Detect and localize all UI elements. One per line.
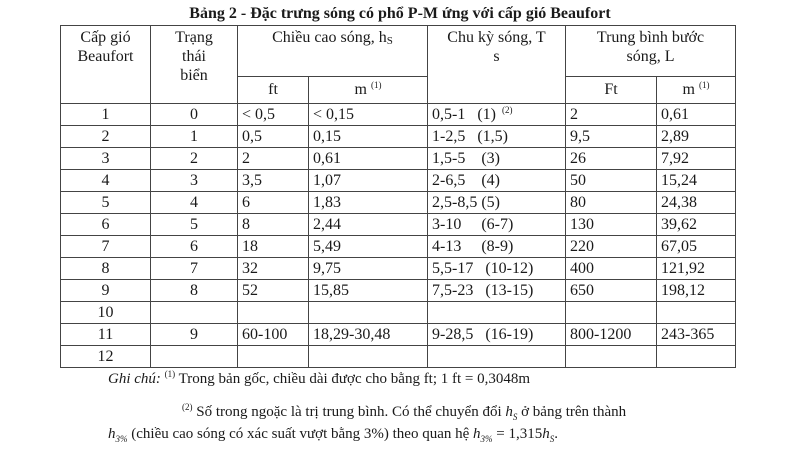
cell-height-m: [309, 126, 428, 148]
cell-height-ft-value: 60-100: [242, 325, 288, 343]
cell-length-ft-value: 220: [570, 237, 594, 255]
cell-length-ft: [566, 192, 657, 214]
cell-beaufort: [61, 236, 151, 258]
cell-length-ft: [566, 170, 657, 192]
cell-beaufort: [61, 258, 151, 280]
cell-period-value: 5,5-17 (10-12): [432, 259, 534, 277]
header-sea-state: [151, 26, 238, 104]
note-3-eq-hs: h: [542, 426, 550, 442]
header-wave-height-sub: S: [386, 35, 393, 47]
note-label: Ghi chú: [108, 371, 156, 387]
cell-beaufort-value: 7: [101, 237, 110, 255]
cell-length-ft-value: 80: [570, 193, 586, 211]
cell-beaufort: [61, 104, 151, 126]
note-2-mark: (2): [182, 402, 193, 412]
cell-sea-state: [151, 192, 238, 214]
table-row: [61, 324, 736, 346]
cell-length-m-value: 198,12: [661, 281, 705, 299]
header-wavelength-line1: Trung bình bước: [596, 29, 705, 46]
cell-length-ft: [566, 214, 657, 236]
header-wavelength: [566, 26, 736, 77]
cell-length-m: [657, 258, 736, 280]
header-beaufort: [61, 26, 151, 104]
cell-height-m: [309, 148, 428, 170]
cell-sea-state-value: 2: [190, 149, 198, 167]
cell-height-m-value: 18,29-30,48: [313, 325, 391, 343]
cell-sea-state: [151, 104, 238, 126]
cell-length-ft: [566, 346, 657, 368]
cell-beaufort-value: 10: [97, 303, 114, 321]
cell-period-value: 2,5-8,5 (5): [432, 193, 500, 211]
cell-sea-state: [151, 258, 238, 280]
cell-height-ft: [238, 346, 309, 368]
cell-period: [428, 324, 566, 346]
cell-height-m: [309, 280, 428, 302]
table-row: [61, 126, 736, 148]
cell-period: [428, 192, 566, 214]
note-2-text-a: Số trong ngoặc là trị trung bình. Có thể chuyển đổi: [192, 404, 506, 420]
cell-sea-state-value: 0: [190, 105, 198, 123]
cell-period-value: 2-6,5 (4): [432, 171, 500, 189]
table-row: [61, 280, 736, 302]
header-height-ft: ft: [238, 77, 309, 104]
cell-length-m-value: 2,89: [661, 127, 689, 145]
cell-height-m-value: 9,75: [313, 259, 341, 277]
header-sea-state-line1: Trạng: [175, 29, 213, 46]
cell-period-value: 4-13 (8-9): [432, 237, 514, 255]
cell-length-m: [657, 236, 736, 258]
table-row: [61, 170, 736, 192]
header-height-m-label: m: [354, 81, 367, 98]
cell-length-ft: [566, 148, 657, 170]
cell-sea-state: [151, 280, 238, 302]
cell-length-m: [657, 324, 736, 346]
cell-length-m: [657, 126, 736, 148]
cell-sea-state-value: 3: [190, 171, 198, 189]
cell-sea-state-value: 1: [190, 127, 198, 145]
cell-beaufort-value: 11: [97, 325, 114, 343]
table-row: [61, 258, 736, 280]
cell-length-m-value: 121,92: [661, 259, 705, 277]
cell-height-ft-value: 6: [242, 193, 250, 211]
cell-length-m-value: 243-365: [661, 325, 715, 343]
cell-beaufort: [61, 126, 151, 148]
cell-length-m: [657, 104, 736, 126]
cell-sea-state-value: 7: [190, 259, 198, 277]
note-2-hs-sub: S: [512, 412, 518, 422]
wave-characteristics-table: [60, 25, 736, 368]
cell-length-ft-value: 130: [570, 215, 594, 233]
cell-length-ft-value: 50: [570, 171, 586, 189]
cell-sea-state: [151, 236, 238, 258]
cell-period-value: 1-2,5 (1,5): [432, 127, 508, 145]
note-1-mark: (1): [164, 369, 176, 379]
cell-height-m: [309, 324, 428, 346]
cell-period: [428, 104, 566, 126]
cell-beaufort-value: 8: [101, 259, 110, 277]
cell-beaufort-value: 12: [97, 347, 114, 365]
table-row: [61, 302, 736, 324]
note-3-eq-sub: 3%: [480, 434, 493, 444]
header-wave-period-line2: s: [493, 48, 500, 65]
note-3-end: .: [554, 426, 559, 442]
cell-height-m: [309, 192, 428, 214]
cell-beaufort-value: 1: [101, 105, 110, 123]
cell-length-ft-value: 400: [570, 259, 594, 277]
cell-height-ft: [238, 214, 309, 236]
cell-length-ft: [566, 104, 657, 126]
cell-height-m-value: 1,83: [313, 193, 341, 211]
table-title: Bảng 2 - Đặc trưng sóng có phổ P-M ứng với cấp gió Beaufort: [189, 5, 611, 22]
header-sea-state-line3: biển: [180, 67, 208, 84]
cell-height-ft: [238, 192, 309, 214]
header-wavelength-line2: sóng, L: [626, 48, 675, 65]
cell-height-ft-value: 8: [242, 215, 250, 233]
cell-sea-state: [151, 324, 238, 346]
footnote-ref-1: (1): [698, 80, 710, 90]
note-3-eq-h: h: [473, 426, 481, 442]
cell-sea-state: [151, 302, 238, 324]
cell-beaufort-value: 3: [101, 149, 110, 167]
cell-height-ft: [238, 258, 309, 280]
table-row: [61, 214, 736, 236]
cell-length-m-value: 7,92: [661, 149, 689, 167]
cell-period: [428, 258, 566, 280]
cell-length-m: [657, 170, 736, 192]
cell-period: [428, 126, 566, 148]
cell-length-m-value: 67,05: [661, 237, 697, 255]
cell-beaufort: [61, 192, 151, 214]
cell-sea-state-value: 9: [190, 325, 198, 343]
cell-height-ft-value: 2: [242, 149, 250, 167]
table-row: [61, 192, 736, 214]
cell-height-ft: [238, 324, 309, 346]
cell-length-ft-value: 800-1200: [570, 325, 632, 343]
header-length-ft: Ft: [566, 77, 657, 104]
cell-height-m: [309, 104, 428, 126]
table-row: [61, 104, 736, 126]
header-wave-height-label: Chiều cao sóng, h: [272, 29, 387, 46]
cell-height-m: [309, 170, 428, 192]
cell-period: [428, 302, 566, 324]
cell-length-ft-value: 650: [570, 281, 594, 299]
cell-period-value: 1,5-5 (3): [432, 149, 500, 167]
header-sea-state-line2: thái: [182, 48, 206, 65]
cell-length-ft-value: 9,5: [570, 127, 590, 145]
cell-length-m: [657, 346, 736, 368]
table-row: [61, 236, 736, 258]
table-row: [61, 148, 736, 170]
note-3: [108, 425, 558, 448]
cell-height-m: [309, 346, 428, 368]
cell-sea-state-value: 4: [190, 193, 198, 211]
cell-height-m: [309, 214, 428, 236]
cell-height-m-value: 0,61: [313, 149, 341, 167]
cell-height-ft: [238, 126, 309, 148]
cell-height-ft-value: < 0,5: [242, 105, 276, 123]
cell-beaufort: [61, 280, 151, 302]
cell-length-ft: [566, 324, 657, 346]
cell-length-m: [657, 280, 736, 302]
cell-period-value: 7,5-23 (13-15): [432, 281, 534, 299]
cell-length-ft: [566, 258, 657, 280]
cell-beaufort-value: 6: [101, 215, 110, 233]
cell-beaufort-value: 2: [101, 127, 110, 145]
cell-period-value: 0,5-1 (1): [432, 105, 496, 123]
cell-period: [428, 280, 566, 302]
cell-period: [428, 236, 566, 258]
cell-sea-state: [151, 148, 238, 170]
cell-length-ft: [566, 236, 657, 258]
cell-height-m-value: 15,85: [313, 281, 349, 299]
cell-length-m: [657, 214, 736, 236]
cell-height-m-value: 1,07: [313, 171, 341, 189]
cell-length-m: [657, 302, 736, 324]
note-3-h: h: [108, 426, 116, 442]
cell-sea-state: [151, 346, 238, 368]
note-3-eq-rhs: = 1,315: [492, 426, 543, 442]
cell-height-ft: [238, 148, 309, 170]
header-beaufort-line1: Cấp gió: [80, 29, 131, 46]
cell-period: [428, 214, 566, 236]
cell-beaufort-value: 5: [101, 193, 110, 211]
note-1-text: Trong bản gốc, chiều dài được cho bằng ft; 1 ft = 0,3048m: [175, 371, 531, 387]
cell-sea-state: [151, 170, 238, 192]
cell-beaufort-value: 9: [101, 281, 110, 299]
cell-length-m-value: 0,61: [661, 105, 689, 123]
cell-height-m: [309, 302, 428, 324]
cell-period: [428, 148, 566, 170]
header-height-m: [309, 77, 428, 104]
header-length-m: [657, 77, 736, 104]
cell-length-m: [657, 148, 736, 170]
header-wave-height: [238, 26, 428, 77]
cell-height-ft: [238, 302, 309, 324]
cell-height-ft: [238, 170, 309, 192]
table-row: [61, 346, 736, 368]
cell-length-ft-value: 2: [570, 105, 578, 123]
cell-period: [428, 170, 566, 192]
note-2-text-b: ở bảng trên thành: [517, 404, 627, 420]
cell-length-ft: [566, 302, 657, 324]
cell-sea-state-value: 6: [190, 237, 198, 255]
cell-beaufort-value: 4: [101, 171, 110, 189]
cell-height-ft-value: 3,5: [242, 171, 262, 189]
cell-beaufort: [61, 170, 151, 192]
header-wave-period: [428, 26, 566, 104]
cell-period-value: 9-28,5 (16-19): [432, 325, 534, 343]
cell-period-value: 3-10 (6-7): [432, 215, 514, 233]
note-3-text: (chiều cao sóng có xác suất vượt bằng 3%) theo quan hệ: [127, 426, 474, 442]
header-beaufort-line2: Beaufort: [77, 48, 134, 65]
cell-height-ft-value: 52: [242, 281, 258, 299]
cell-height-m-value: 0,15: [313, 127, 341, 145]
cell-sea-state: [151, 214, 238, 236]
cell-period: [428, 346, 566, 368]
note-2: [182, 403, 626, 426]
cell-sea-state-value: 8: [190, 281, 198, 299]
cell-height-ft-value: 0,5: [242, 127, 262, 145]
cell-beaufort: [61, 214, 151, 236]
cell-length-m-value: 39,62: [661, 215, 697, 233]
cell-height-m-value: 5,49: [313, 237, 341, 255]
cell-height-m: [309, 236, 428, 258]
cell-beaufort: [61, 148, 151, 170]
note-1: Ghi chú: $^{(1)}$ Trong bản gốc, chiều dài được cho bằng ft; 1 ft = 0,3048m: [108, 369, 531, 387]
header-wave-period-line1: Chu kỳ sóng, T: [447, 29, 546, 46]
cell-length-ft-value: 26: [570, 149, 586, 167]
cell-sea-state: [151, 126, 238, 148]
cell-height-m-value: < 0,15: [313, 105, 355, 123]
cell-height-m-value: 2,44: [313, 215, 341, 233]
cell-length-m-value: 24,38: [661, 193, 697, 211]
footnote-ref-1: (1): [370, 80, 382, 90]
cell-beaufort: [61, 324, 151, 346]
note-3-eq-hs-sub: S: [549, 434, 555, 444]
cell-height-ft: [238, 236, 309, 258]
cell-beaufort: [61, 302, 151, 324]
cell-length-ft: [566, 280, 657, 302]
cell-sea-state-value: 5: [190, 215, 198, 233]
cell-height-ft: [238, 104, 309, 126]
cell-beaufort: [61, 346, 151, 368]
cell-height-m: [309, 258, 428, 280]
cell-length-m: [657, 192, 736, 214]
cell-length-ft: [566, 126, 657, 148]
cell-height-ft: [238, 280, 309, 302]
cell-height-ft-value: 32: [242, 259, 258, 277]
header-length-m-label: m: [682, 81, 695, 98]
cell-height-ft-value: 18: [242, 237, 258, 255]
footnote-ref-2: (2): [501, 104, 513, 115]
cell-length-m-value: 15,24: [661, 171, 697, 189]
note-3-h-sub: 3%: [115, 434, 128, 444]
note-2-hs: h: [505, 404, 513, 420]
